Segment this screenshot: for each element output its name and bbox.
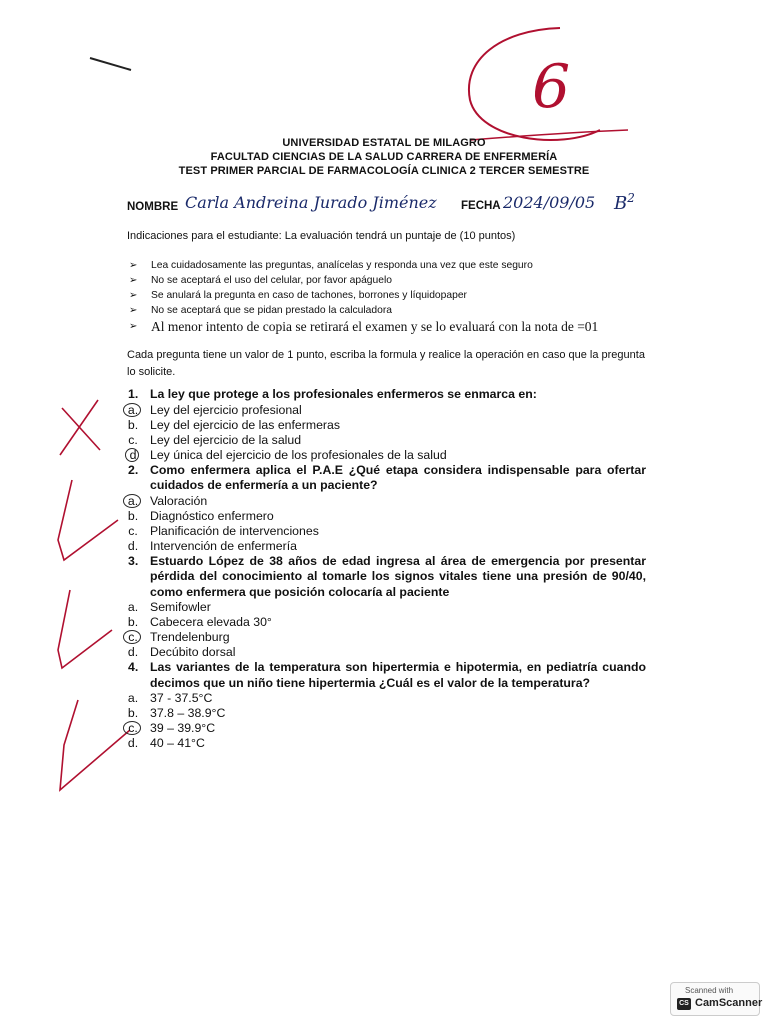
option-text: Planificación de intervenciones (150, 523, 319, 538)
question-1 (126, 387, 646, 403)
option-letter: a. (127, 600, 139, 614)
option-letter: c. (128, 432, 138, 447)
option-4b[interactable] (126, 706, 646, 721)
option-letter: a. (127, 493, 139, 508)
option-letter: d. (127, 538, 139, 553)
option-4a[interactable] (126, 691, 646, 706)
grade-value: 6 (532, 52, 571, 122)
option-4c[interactable] (126, 721, 646, 736)
rule-text: No se aceptará que se pidan prestado la calculadora (151, 305, 392, 316)
option-text: Cabecera elevada 30° (150, 615, 272, 629)
arrow-icon: ➢ (129, 290, 138, 301)
question-text: Estuardo López de 38 años de edad ingresa al área de emergencia por presentar pérdida del conocimiento al tomarle los signos vitales tiene una presión de 90/40, como enfermera que posición colocaría al paciente (150, 553, 646, 599)
option-letter: b. (127, 417, 139, 432)
question-number: 1. (128, 387, 139, 401)
question-number: 4. (128, 660, 139, 674)
rule-text: Se anulará la pregunta en caso de tachones, borrones y líquidopaper (151, 290, 467, 301)
camscanner-watermark (670, 982, 763, 1016)
option-2b[interactable] (126, 509, 646, 524)
question-number: 2. (128, 462, 139, 477)
option-3b[interactable] (126, 615, 646, 630)
option-letter: b. (127, 706, 139, 720)
check-mark-q4 (60, 700, 130, 790)
option-letter: a. (127, 402, 139, 417)
test-title: TEST PRIMER PARCIAL DE FARMACOLOGÍA CLINICA 2 TERCER SEMESTRE (178, 165, 590, 177)
option-1a[interactable] (126, 403, 646, 418)
option-text: Intervención de enfermería (150, 538, 297, 553)
option-4d[interactable] (126, 736, 646, 751)
option-letter: d. (127, 645, 139, 659)
faculty-name: FACULTAD CIENCIAS DE LA SALUD CARRERA DE ENFERMERÍA (210, 151, 558, 163)
option-text: Valoración (150, 493, 208, 508)
option-letter: c. (128, 523, 138, 538)
option-text: Semifowler (150, 600, 211, 614)
check-mark-q2 (58, 480, 118, 560)
camscanner-brand-text: CamScanner (695, 997, 763, 1009)
option-text: 37.8 – 38.9°C (150, 706, 226, 720)
questions-list (126, 387, 646, 751)
question-number: 3. (128, 553, 139, 568)
arrow-icon: ➢ (129, 321, 138, 332)
option-text: Ley del ejercicio de la salud (150, 432, 302, 447)
option-letter: d. (127, 736, 139, 750)
x-mark-q1 (60, 400, 100, 455)
option-letter: d (129, 447, 137, 462)
name-value[interactable]: Carla Andreina Jurado Jiménez (185, 193, 437, 212)
rule-item (127, 288, 598, 303)
rule-text: Al menor intento de copia se retirará el examen y se lo evaluará con la nota de =01 (151, 319, 599, 334)
option-3d[interactable] (126, 645, 646, 660)
option-3a[interactable] (126, 600, 646, 615)
option-text: 39 – 39.9°C (150, 721, 216, 735)
rule-text: No se aceptará el uso del celular, por favor apáguelo (151, 275, 392, 286)
option-1b[interactable] (126, 418, 646, 433)
rule-item (127, 318, 598, 335)
question-text: Las variantes de la temperatura son hipertermia e hipotermia, en pediatría cuando decimos que un niño tiene hipertermia ¿Cuál es el valor de la temperatura? (150, 660, 646, 690)
option-text: Ley del ejercicio profesional (150, 402, 302, 417)
scanned-with-text: Scanned with (685, 986, 734, 995)
rule-item (127, 258, 598, 273)
camscanner-logo-icon: CS (677, 998, 691, 1010)
instructions: Indicaciones para el estudiante: La evaluación tendrá un puntaje de (10 puntos) (127, 230, 516, 242)
option-1c[interactable] (126, 433, 646, 448)
option-2c[interactable] (126, 524, 646, 539)
arrow-icon: ➢ (129, 275, 138, 286)
option-1d[interactable] (126, 448, 646, 463)
student-info-row (127, 187, 667, 223)
question-text: Como enfermera aplica el P.A.E ¿Qué etapa considera indispensable para ofertar cuidados de enfermería a un paciente? (150, 462, 646, 492)
option-text: Decúbito dorsal (150, 645, 236, 659)
option-text: Ley única del ejercicio de los profesionales de la salud (150, 447, 447, 462)
rules-list (127, 258, 598, 335)
question-text: La ley que protege a los profesionales enfermeros se enmarca en: (150, 387, 537, 401)
option-2a[interactable] (126, 494, 646, 509)
question-4 (126, 660, 646, 691)
option-letter: b. (127, 615, 139, 629)
option-letter: c. (128, 630, 138, 644)
group-value (614, 191, 635, 214)
exam-header (0, 136, 768, 178)
question-3 (126, 554, 646, 601)
rule-text: Lea cuidadosamente las preguntas, analícelas y responda una vez que este seguro (151, 260, 533, 271)
option-letter: b. (127, 508, 139, 523)
university-name: UNIVERSIDAD ESTATAL DE MILAGRO (282, 137, 486, 149)
check-mark-q3 (58, 590, 112, 668)
rule-item (127, 273, 598, 288)
option-text: 37 - 37.5°C (150, 691, 213, 705)
date-value[interactable]: 2024/09/05 (503, 193, 596, 212)
option-text: Ley del ejercicio de las enfermeras (150, 417, 341, 432)
option-2d[interactable] (126, 539, 646, 554)
arrow-icon: ➢ (129, 305, 138, 316)
option-text: Diagnóstico enfermero (150, 508, 274, 523)
option-text: 40 – 41°C (150, 736, 205, 750)
group-number: 2 (627, 191, 635, 205)
group-letter: B (614, 193, 628, 214)
question-2 (126, 463, 646, 494)
date-label: FECHA (461, 200, 501, 212)
option-3c[interactable] (126, 630, 646, 645)
corner-dash-mark (90, 58, 131, 70)
option-letter: c. (128, 721, 138, 735)
arrow-icon: ➢ (129, 260, 138, 271)
rule-item (127, 303, 598, 318)
scoring-note: Cada pregunta tiene un valor de 1 punto, escriba la formula y realice la operación en caso que la pregunta lo solicite. (127, 349, 645, 378)
option-letter: a. (127, 691, 139, 705)
name-label: NOMBRE (127, 201, 179, 213)
option-text: Trendelenburg (150, 630, 230, 644)
